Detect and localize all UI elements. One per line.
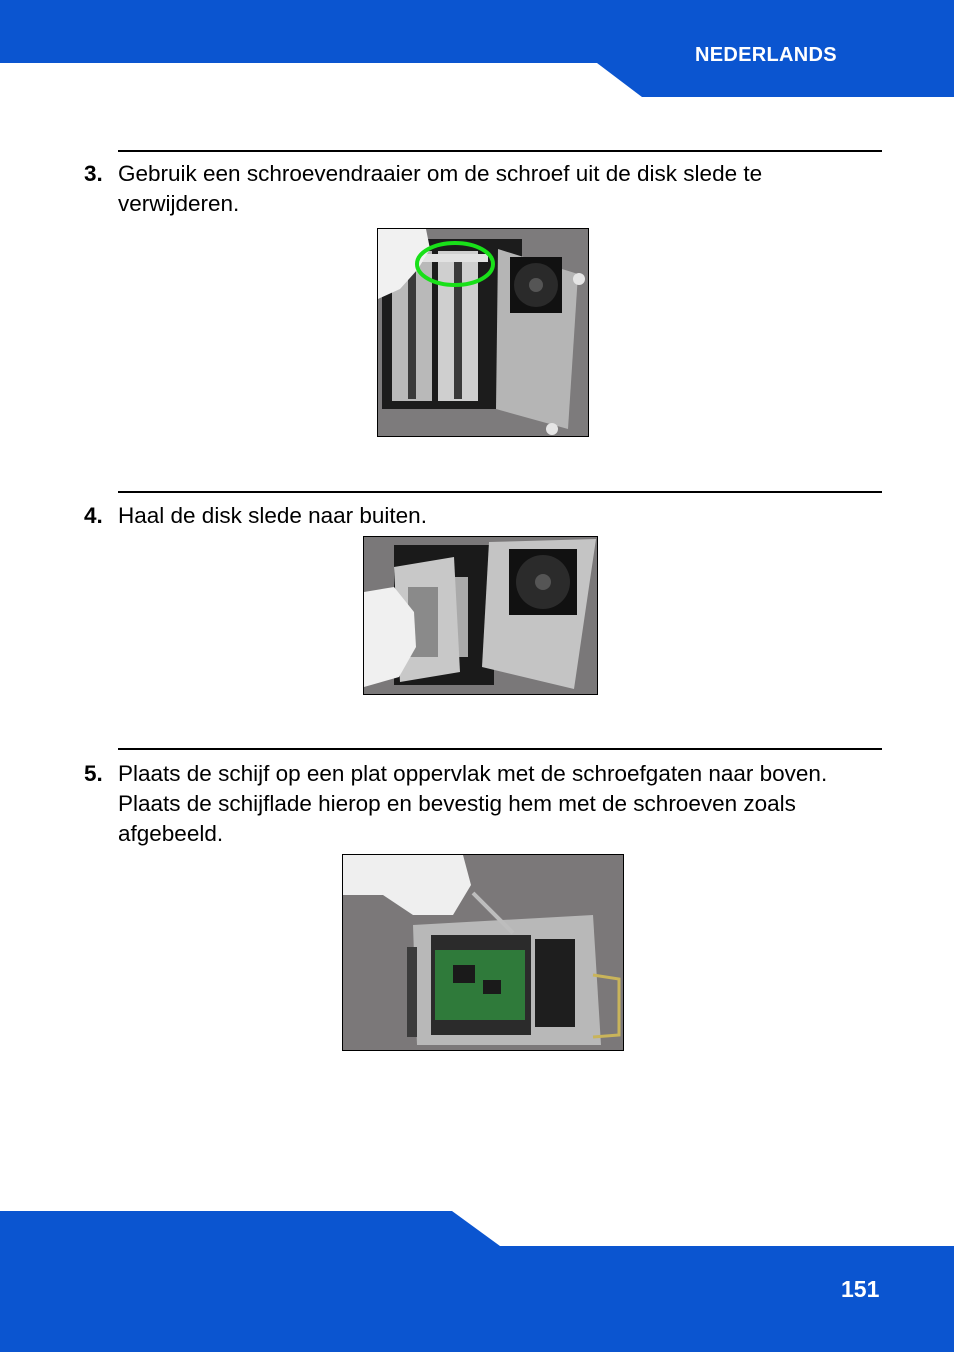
step-number: 3. xyxy=(84,161,103,186)
step-text: Gebruik een schroevendraaier om de schroef uit de disk slede te verwijderen. xyxy=(118,161,763,216)
section-rule xyxy=(118,150,882,152)
disk-tray-removed-photo xyxy=(363,536,598,695)
section-rule xyxy=(118,491,882,493)
section-rule xyxy=(118,748,882,750)
footer-band xyxy=(0,1211,954,1352)
step-number: 5. xyxy=(84,761,103,786)
step-text: Haal de disk slede naar buiten. xyxy=(118,503,427,528)
page-number: 151 xyxy=(841,1276,880,1302)
hard-drive-tray-screws-photo xyxy=(342,854,624,1051)
language-label: NEDERLANDS xyxy=(695,44,837,66)
step-text: Plaats de schijf op een plat oppervlak met de schroefgaten naar boven. Plaats de schijflade hierop en bevestig hem met de schroeven zoals afgebeeld. xyxy=(118,761,828,846)
disk-tray-screw-photo xyxy=(377,228,589,437)
step-number: 4. xyxy=(84,503,103,528)
